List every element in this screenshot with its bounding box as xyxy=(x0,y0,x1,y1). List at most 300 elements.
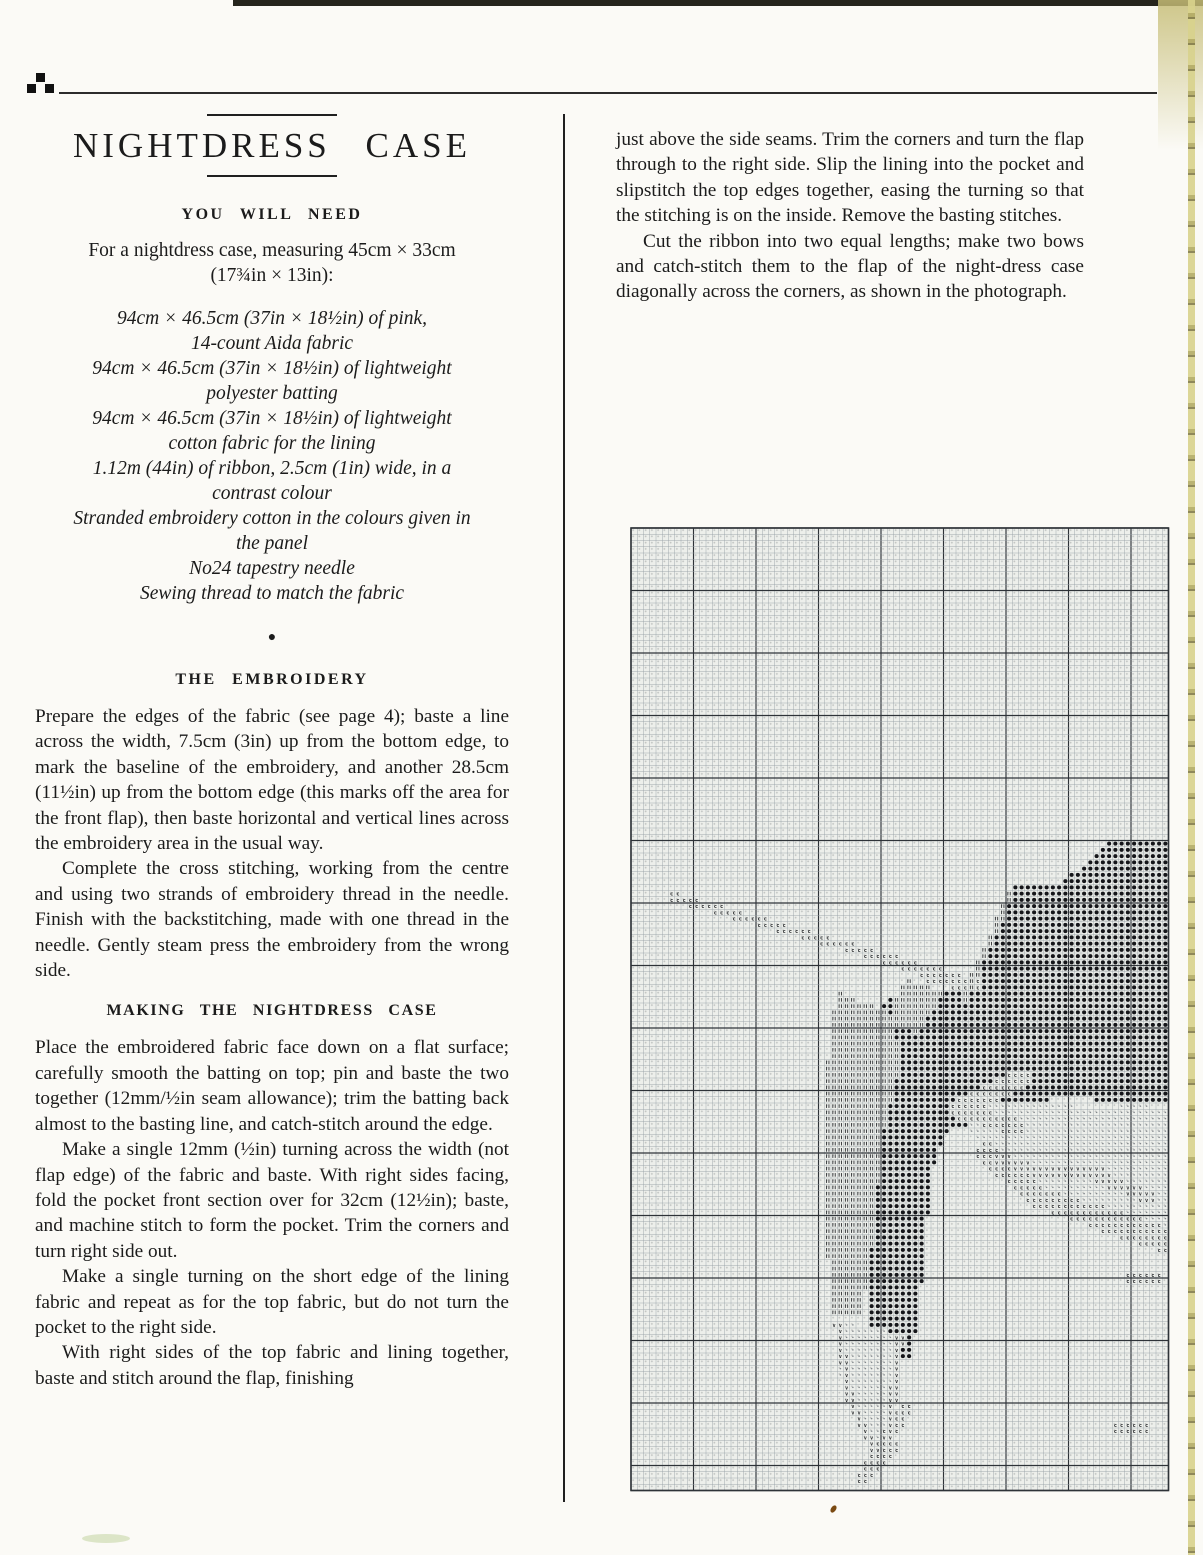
svg-text:c: c xyxy=(1163,1229,1167,1236)
svg-text:c: c xyxy=(913,960,917,967)
svg-text:c: c xyxy=(732,910,736,917)
svg-text:c: c xyxy=(826,941,830,948)
svg-text:v: v xyxy=(1145,1191,1149,1198)
svg-text:c: c xyxy=(1132,1422,1136,1429)
svg-text:c: c xyxy=(1007,1116,1011,1123)
svg-text:c: c xyxy=(1157,1235,1161,1242)
svg-text:v: v xyxy=(1051,1166,1055,1173)
svg-text:c: c xyxy=(1151,1241,1155,1248)
svg-text:c: c xyxy=(1007,1129,1011,1136)
svg-text:c: c xyxy=(1145,1272,1149,1279)
making-paragraphs xyxy=(35,1035,509,1391)
svg-text:v: v xyxy=(870,1441,874,1448)
svg-text:c: c xyxy=(951,985,955,992)
svg-text:c: c xyxy=(888,954,892,961)
page-title: NIGHTDRESS CASE xyxy=(72,126,471,165)
svg-text:c: c xyxy=(857,1479,861,1486)
svg-text:c: c xyxy=(957,1110,961,1117)
svg-text:c: c xyxy=(1013,1116,1017,1123)
svg-text:c: c xyxy=(920,972,924,979)
svg-text:c: c xyxy=(876,1460,880,1467)
svg-text:c: c xyxy=(1101,1222,1105,1229)
svg-text:c: c xyxy=(938,979,942,986)
svg-text:c: c xyxy=(863,1479,867,1486)
svg-text:c: c xyxy=(907,966,911,973)
materials-line: the panel xyxy=(235,533,309,554)
svg-text:c: c xyxy=(1126,1235,1130,1242)
svg-text:c: c xyxy=(970,1097,974,1104)
svg-text:c: c xyxy=(726,910,730,917)
svg-text:v: v xyxy=(1076,1166,1080,1173)
svg-text:c: c xyxy=(732,916,736,923)
svg-text:v: v xyxy=(876,1447,880,1454)
svg-text:c: c xyxy=(1001,1166,1005,1173)
svg-text:c: c xyxy=(863,954,867,961)
svg-text:c: c xyxy=(1095,1204,1099,1211)
svg-text:c: c xyxy=(926,979,930,986)
svg-text:v: v xyxy=(1145,1197,1149,1204)
materials-line: Stranded embroidery cotton in the colours given in xyxy=(73,508,471,529)
svg-text:c: c xyxy=(976,1104,980,1111)
svg-text:c: c xyxy=(1013,1179,1017,1186)
svg-text:c: c xyxy=(932,979,936,986)
svg-text:c: c xyxy=(682,897,686,904)
svg-text:c: c xyxy=(857,1472,861,1479)
svg-text:c: c xyxy=(907,1410,911,1417)
svg-text:c: c xyxy=(788,929,792,936)
svg-text:c: c xyxy=(1132,1229,1136,1236)
svg-text:c: c xyxy=(1151,1222,1155,1229)
svg-text:c: c xyxy=(720,904,724,911)
svg-text:v: v xyxy=(857,1410,861,1417)
materials-list xyxy=(35,306,509,606)
svg-text:v: v xyxy=(1013,1166,1017,1173)
svg-text:c: c xyxy=(951,979,955,986)
svg-text:v: v xyxy=(888,1416,892,1423)
embroidery-heading: THE EMBROIDERY xyxy=(175,671,369,688)
svg-text:c: c xyxy=(670,897,674,904)
svg-text:c: c xyxy=(1145,1222,1149,1229)
materials-line: 94cm × 46.5cm (37in × 18½in) of lightweight xyxy=(92,358,452,379)
svg-text:c: c xyxy=(1020,1191,1024,1198)
svg-text:c: c xyxy=(1026,1172,1030,1179)
svg-text:v: v xyxy=(888,1404,892,1411)
svg-text:c: c xyxy=(757,916,761,923)
svg-text:c: c xyxy=(1038,1185,1042,1192)
svg-text:c: c xyxy=(988,1116,992,1123)
svg-text:c: c xyxy=(870,1466,874,1473)
svg-text:c: c xyxy=(1138,1229,1142,1236)
svg-text:c: c xyxy=(838,941,842,948)
svg-text:c: c xyxy=(932,966,936,973)
paragraph: With right sides of the top fabric and lining together, baste and stitch around the flap, finishing xyxy=(35,1342,509,1389)
svg-text:c: c xyxy=(1063,1204,1067,1211)
svg-text:c: c xyxy=(813,935,817,942)
svg-text:v: v xyxy=(1126,1185,1130,1192)
svg-text:c: c xyxy=(995,1079,999,1086)
svg-text:c: c xyxy=(1138,1216,1142,1223)
svg-text:v: v xyxy=(1057,1166,1061,1173)
svg-text:v: v xyxy=(895,1354,899,1361)
materials-line: 94cm × 46.5cm (37in × 18½in) of lightweight xyxy=(92,408,452,429)
materials-line: cotton fabric for the lining xyxy=(168,433,376,454)
svg-text:c: c xyxy=(1163,1241,1167,1248)
svg-text:c: c xyxy=(995,1147,999,1154)
svg-text:c: c xyxy=(1095,1222,1099,1229)
svg-text:v: v xyxy=(870,1447,874,1454)
svg-text:c: c xyxy=(988,1122,992,1129)
svg-text:c: c xyxy=(995,1085,999,1092)
svg-text:c: c xyxy=(1157,1272,1161,1279)
svg-text:c: c xyxy=(1145,1235,1149,1242)
svg-text:v: v xyxy=(888,1429,892,1436)
svg-text:c: c xyxy=(1132,1279,1136,1286)
svg-text:c: c xyxy=(1163,1235,1167,1242)
svg-text:c: c xyxy=(670,891,674,898)
svg-text:c: c xyxy=(1145,1279,1149,1286)
svg-text:v: v xyxy=(863,1422,867,1429)
svg-text:c: c xyxy=(1095,1210,1099,1217)
svg-text:v: v xyxy=(1138,1191,1142,1198)
svg-text:c: c xyxy=(1113,1216,1117,1223)
svg-text:c: c xyxy=(707,904,711,911)
svg-text:c: c xyxy=(1026,1197,1030,1204)
svg-text:v: v xyxy=(1020,1160,1024,1167)
svg-text:c: c xyxy=(1138,1235,1142,1242)
svg-text:c: c xyxy=(1032,1179,1036,1186)
svg-text:c: c xyxy=(988,1147,992,1154)
svg-text:c: c xyxy=(770,922,774,929)
svg-text:c: c xyxy=(1088,1222,1092,1229)
svg-text:c: c xyxy=(1132,1235,1136,1242)
svg-text:c: c xyxy=(963,1110,967,1117)
paragraph: Make a single 12mm (½in) turning across the width (not flap edge) of the fabric and baste. With right sides facing, fold the pocket front section over for 32cm (12½in); baste, and machine stitch to form the pocket. Trim the corners and turn right side out. xyxy=(35,1139,509,1262)
svg-text:v: v xyxy=(1107,1185,1111,1192)
svg-text:c: c xyxy=(1001,1116,1005,1123)
svg-text:c: c xyxy=(1045,1197,1049,1204)
svg-text:c: c xyxy=(901,960,905,967)
svg-text:c: c xyxy=(982,1085,986,1092)
svg-text:c: c xyxy=(876,954,880,961)
svg-text:c: c xyxy=(1132,1216,1136,1223)
svg-text:c: c xyxy=(1107,1229,1111,1236)
svg-text:c: c xyxy=(988,1160,992,1167)
svg-text:v: v xyxy=(901,1335,905,1342)
svg-text:v: v xyxy=(1126,1191,1130,1198)
svg-text:c: c xyxy=(1126,1216,1130,1223)
svg-text:v: v xyxy=(870,1435,874,1442)
svg-text:c: c xyxy=(676,897,680,904)
svg-text:c: c xyxy=(1045,1204,1049,1211)
svg-text:c: c xyxy=(1051,1191,1055,1198)
svg-text:c: c xyxy=(982,1141,986,1148)
svg-text:v: v xyxy=(845,1379,849,1386)
svg-text:c: c xyxy=(895,1416,899,1423)
svg-text:v: v xyxy=(1038,1172,1042,1179)
svg-text:c: c xyxy=(882,954,886,961)
svg-text:v: v xyxy=(888,1410,892,1417)
svg-text:c: c xyxy=(776,929,780,936)
svg-text:c: c xyxy=(982,1147,986,1154)
svg-text:c: c xyxy=(1126,1422,1130,1429)
svg-text:c: c xyxy=(951,1104,955,1111)
svg-text:c: c xyxy=(976,1116,980,1123)
svg-text:v: v xyxy=(882,1435,886,1442)
svg-text:c: c xyxy=(957,979,961,986)
svg-text:c: c xyxy=(870,1454,874,1461)
svg-text:v: v xyxy=(895,1341,899,1348)
svg-text:c: c xyxy=(713,910,717,917)
svg-text:c: c xyxy=(907,1404,911,1411)
materials-line: 94cm × 46.5cm (37in × 18½in) of pink, xyxy=(116,308,428,329)
svg-text:v: v xyxy=(857,1416,861,1423)
svg-text:c: c xyxy=(863,1472,867,1479)
svg-text:v: v xyxy=(1032,1172,1036,1179)
svg-text:c: c xyxy=(895,954,899,961)
svg-text:c: c xyxy=(938,972,942,979)
svg-text:v: v xyxy=(901,1341,905,1348)
svg-text:c: c xyxy=(845,941,849,948)
svg-text:c: c xyxy=(1151,1229,1155,1236)
svg-text:v: v xyxy=(851,1410,855,1417)
svg-text:c: c xyxy=(882,1441,886,1448)
svg-text:v: v xyxy=(888,1391,892,1398)
svg-text:v: v xyxy=(1101,1166,1105,1173)
svg-text:c: c xyxy=(976,985,980,992)
svg-text:v: v xyxy=(1095,1166,1099,1173)
svg-text:c: c xyxy=(957,1104,961,1111)
materials-line: No24 tapestry needle xyxy=(189,558,355,579)
svg-text:c: c xyxy=(1026,1185,1030,1192)
you-will-need-heading: YOU WILL NEED xyxy=(181,206,363,223)
svg-text:c: c xyxy=(1007,1072,1011,1079)
svg-text:c: c xyxy=(1063,1197,1067,1204)
right-column xyxy=(616,112,1084,305)
svg-text:c: c xyxy=(1013,1079,1017,1086)
svg-text:c: c xyxy=(845,947,849,954)
svg-text:v: v xyxy=(838,1335,842,1342)
svg-text:c: c xyxy=(738,910,742,917)
svg-text:c: c xyxy=(870,1472,874,1479)
svg-text:c: c xyxy=(882,1447,886,1454)
svg-text:c: c xyxy=(1101,1216,1105,1223)
svg-text:c: c xyxy=(1126,1272,1130,1279)
svg-text:v: v xyxy=(1045,1166,1049,1173)
column-divider xyxy=(563,114,565,1502)
svg-text:c: c xyxy=(1032,1204,1036,1211)
svg-text:c: c xyxy=(832,941,836,948)
paragraph: Make a single turning on the short edge of the lining fabric and repeat as for the top fabric, but do not turn the pocket to the right side. xyxy=(35,1266,509,1338)
section-bullet: ● xyxy=(267,630,277,645)
svg-text:c: c xyxy=(851,941,855,948)
svg-text:v: v xyxy=(838,1341,842,1348)
svg-text:c: c xyxy=(1020,1122,1024,1129)
svg-text:c: c xyxy=(895,1429,899,1436)
svg-text:c: c xyxy=(1070,1204,1074,1211)
svg-text:v: v xyxy=(845,1354,849,1361)
right-paragraphs xyxy=(616,127,1084,305)
svg-text:v: v xyxy=(1001,1154,1005,1161)
svg-text:c: c xyxy=(882,1454,886,1461)
svg-text:v: v xyxy=(845,1391,849,1398)
embroidery-paragraphs xyxy=(35,704,509,983)
svg-text:c: c xyxy=(1088,1204,1092,1211)
svg-text:c: c xyxy=(901,1404,905,1411)
svg-text:c: c xyxy=(982,1116,986,1123)
svg-text:c: c xyxy=(1082,1210,1086,1217)
svg-text:c: c xyxy=(1020,1179,1024,1186)
svg-text:v: v xyxy=(863,1435,867,1442)
svg-text:v: v xyxy=(1132,1185,1136,1192)
page-top-edge xyxy=(233,0,1203,6)
svg-text:c: c xyxy=(1001,1079,1005,1086)
svg-text:v: v xyxy=(851,1397,855,1404)
svg-text:c: c xyxy=(1120,1229,1124,1236)
making-heading: MAKING THE NIGHTDRESS CASE xyxy=(106,1002,438,1020)
svg-text:c: c xyxy=(1107,1216,1111,1223)
svg-text:v: v xyxy=(1045,1172,1049,1179)
svg-text:v: v xyxy=(1076,1172,1080,1179)
svg-text:c: c xyxy=(963,1097,967,1104)
svg-text:c: c xyxy=(1001,1122,1005,1129)
svg-text:v: v xyxy=(863,1429,867,1436)
materials-line: 1.12m (44in) of ribbon, 2.5cm (1in) wide, in a xyxy=(92,458,452,479)
svg-text:v: v xyxy=(1020,1166,1024,1173)
svg-text:c: c xyxy=(1113,1429,1117,1436)
svg-text:v: v xyxy=(1101,1179,1105,1186)
svg-text:c: c xyxy=(1013,1185,1017,1192)
svg-text:c: c xyxy=(807,935,811,942)
svg-text:c: c xyxy=(988,1141,992,1148)
svg-text:v: v xyxy=(895,1397,899,1404)
intro-line: For a nightdress case, measuring 45cm × 33cm xyxy=(88,240,456,261)
svg-text:v: v xyxy=(1095,1179,1099,1186)
svg-text:v: v xyxy=(1107,1172,1111,1179)
section-marker-icon xyxy=(27,73,57,94)
svg-text:v: v xyxy=(845,1360,849,1367)
paragraph: Prepare the edges of the fabric (see page 4); baste a line across the width, 7.5cm (3in) up from the bottom edge, to mark the baseline of the embroidery, and another 28.5cm (11½in) up from the bottom edge (this marks off the area for the front flap), then baste horizontal and vertical lines across the embroidery area in the usual way. xyxy=(35,706,509,855)
svg-text:c: c xyxy=(876,1441,880,1448)
svg-text:v: v xyxy=(838,1322,842,1329)
svg-text:c: c xyxy=(1007,1079,1011,1086)
svg-text:c: c xyxy=(1157,1229,1161,1236)
svg-text:c: c xyxy=(1026,1072,1030,1079)
svg-text:c: c xyxy=(782,922,786,929)
svg-text:c: c xyxy=(1057,1204,1061,1211)
scan-speck xyxy=(829,1504,838,1513)
svg-text:c: c xyxy=(1088,1216,1092,1223)
cross-stitch-chart xyxy=(630,527,1168,1490)
svg-text:v: v xyxy=(845,1366,849,1373)
svg-text:c: c xyxy=(1051,1197,1055,1204)
svg-text:c: c xyxy=(920,966,924,973)
svg-text:c: c xyxy=(963,985,967,992)
materials-line: polyester batting xyxy=(206,383,338,404)
svg-text:c: c xyxy=(901,1410,905,1417)
svg-text:v: v xyxy=(1026,1160,1030,1167)
header-rule xyxy=(59,92,1157,94)
svg-text:c: c xyxy=(870,947,874,954)
book-page-edge xyxy=(1188,0,1195,1555)
svg-text:c: c xyxy=(901,966,905,973)
svg-text:c: c xyxy=(1082,1216,1086,1223)
svg-text:c: c xyxy=(888,1441,892,1448)
svg-text:c: c xyxy=(876,1466,880,1473)
svg-text:c: c xyxy=(988,1085,992,1092)
svg-text:c: c xyxy=(1151,1272,1155,1279)
page-corner-shadow xyxy=(1158,0,1203,150)
svg-text:c: c xyxy=(988,1110,992,1117)
svg-text:c: c xyxy=(970,1104,974,1111)
svg-text:c: c xyxy=(982,1160,986,1167)
svg-text:v: v xyxy=(1057,1172,1061,1179)
svg-text:v: v xyxy=(851,1404,855,1411)
svg-text:c: c xyxy=(988,1154,992,1161)
svg-text:c: c xyxy=(1151,1235,1155,1242)
svg-text:c: c xyxy=(882,1429,886,1436)
svg-text:v: v xyxy=(888,1397,892,1404)
svg-text:c: c xyxy=(1126,1229,1130,1236)
svg-text:c: c xyxy=(1151,1279,1155,1286)
svg-text:c: c xyxy=(863,947,867,954)
svg-text:c: c xyxy=(1132,1272,1136,1279)
svg-text:c: c xyxy=(795,929,799,936)
paragraph: Complete the cross stitching, working from the centre and using two strands of embroidery thread in the needle. Finish with the backstitching, made with one thread in the needle. Gently steam press the embroidery from the wrong side. xyxy=(35,858,509,982)
svg-text:c: c xyxy=(1076,1197,1080,1204)
svg-text:c: c xyxy=(701,904,705,911)
svg-text:c: c xyxy=(888,1447,892,1454)
svg-text:c: c xyxy=(976,1154,980,1161)
svg-text:v: v xyxy=(838,1354,842,1361)
svg-text:c: c xyxy=(982,1091,986,1098)
svg-text:c: c xyxy=(851,947,855,954)
svg-text:c: c xyxy=(982,1110,986,1117)
svg-text:c: c xyxy=(1020,1129,1024,1136)
svg-text:c: c xyxy=(1157,1279,1161,1286)
svg-text:c: c xyxy=(1138,1422,1142,1429)
svg-text:c: c xyxy=(951,1110,955,1117)
svg-text:c: c xyxy=(1013,1072,1017,1079)
svg-text:c: c xyxy=(1007,1166,1011,1173)
svg-text:c: c xyxy=(1032,1191,1036,1198)
title-rule-bottom xyxy=(207,175,337,177)
svg-text:c: c xyxy=(995,1091,999,1098)
svg-text:v: v xyxy=(1151,1197,1155,1204)
svg-text:c: c xyxy=(695,897,699,904)
svg-text:c: c xyxy=(976,1147,980,1154)
svg-text:c: c xyxy=(863,1460,867,1467)
materials-line: Sewing thread to match the fabric xyxy=(139,583,405,604)
svg-text:v: v xyxy=(1082,1166,1086,1173)
svg-text:c: c xyxy=(1026,1079,1030,1086)
svg-text:v: v xyxy=(838,1329,842,1336)
svg-text:c: c xyxy=(676,891,680,898)
svg-text:c: c xyxy=(1145,1241,1149,1248)
svg-text:c: c xyxy=(820,941,824,948)
svg-text:v: v xyxy=(1070,1166,1074,1173)
materials-line: contrast colour xyxy=(212,483,332,504)
cross-stitch-grid xyxy=(630,527,1170,1492)
svg-text:c: c xyxy=(1020,1072,1024,1079)
svg-text:c: c xyxy=(807,929,811,936)
svg-text:c: c xyxy=(1007,1085,1011,1092)
svg-text:c: c xyxy=(957,972,961,979)
svg-text:c: c xyxy=(888,960,892,967)
svg-text:v: v xyxy=(895,1379,899,1386)
svg-text:c: c xyxy=(876,1454,880,1461)
svg-text:c: c xyxy=(1107,1222,1111,1229)
svg-text:c: c xyxy=(907,960,911,967)
